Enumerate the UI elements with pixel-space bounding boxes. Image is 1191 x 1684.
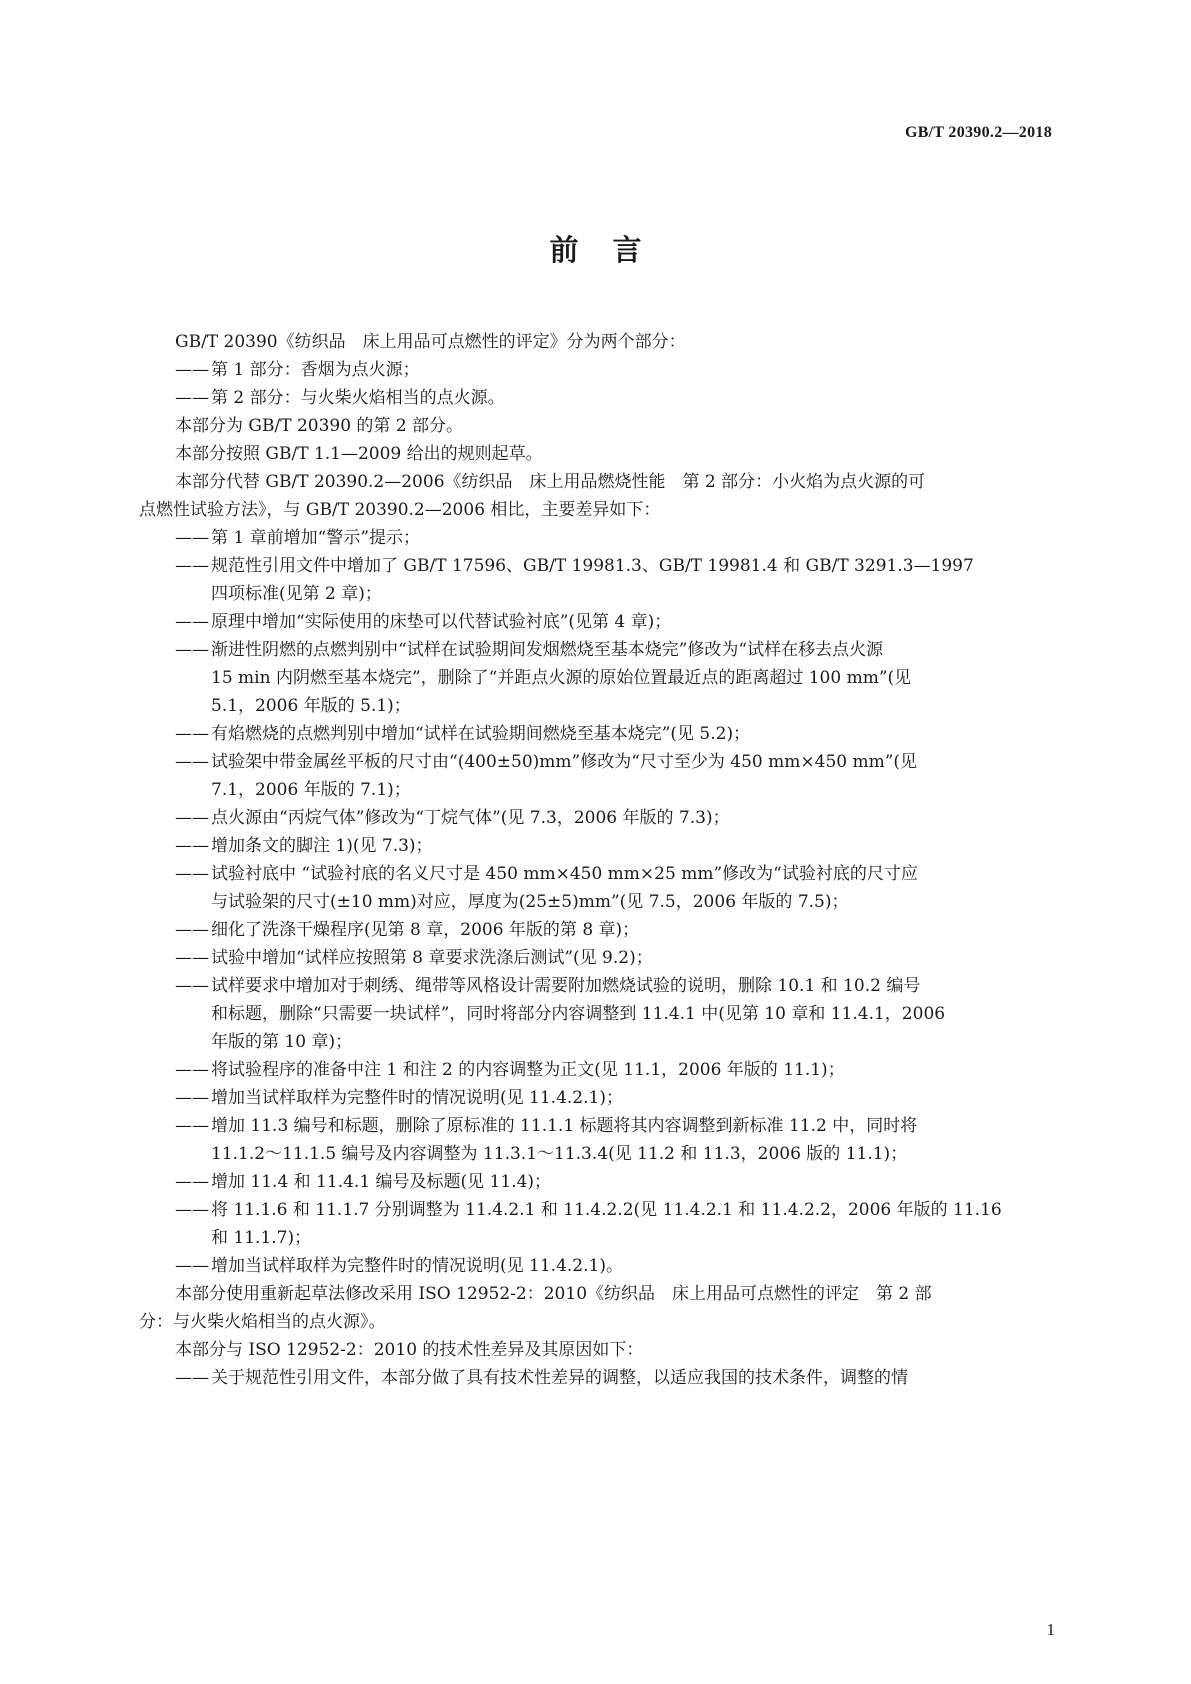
paragraph-line: 分：与火柴火焰相当的点火源》。 <box>139 1312 386 1332</box>
list-item-text: 细化了洗涤干燥程序(见第 8 章，2006 年版的第 8 章)； <box>211 920 640 940</box>
list-item-text: 试样要求中增加对于刺绣、绳带等风格设计需要附加燃烧试验的说明，删除 10.1 和 10.2 编号 <box>211 976 921 996</box>
list-item-text: 第 1 章前增加“警示”提示； <box>211 528 421 548</box>
dash-mark: —— <box>175 1256 209 1276</box>
dash-mark: —— <box>175 1200 209 1220</box>
dash-mark: —— <box>175 1060 209 1080</box>
paragraph-line: 本部分为 GB/T 20390 的第 2 部分。 <box>175 416 464 436</box>
list-item <box>139 636 1057 664</box>
list-item-continuation: 5.1，2006 年版的 5.1)； <box>211 696 411 716</box>
list-item-continuation: 和 11.1.7)； <box>211 1228 312 1248</box>
dash-mark: —— <box>175 640 209 660</box>
list-item-text: 渐进性阴燃的点燃判别中“试样在试验期间发烟燃烧至基本烧完”修改为“试样在移去点火源 <box>211 640 884 660</box>
list-item-continuation: 和标题，删除“只需要一块试样”，同时将部分内容调整到 11.4.1 中(见第 10 章和 11.4.1，2006 <box>211 1004 946 1024</box>
list-item-text: 将 11.1.6 和 11.1.7 分别调整为 11.4.2.1 和 11.4.2.2(见 11.4.2.1 和 11.4.2.2，2006 年版的 11.16 <box>211 1200 1002 1220</box>
list-item-text: 增加当试样取样为完整件时的情况说明(见 11.4.2.1)； <box>211 1088 623 1108</box>
list-item-continuation: 年版的第 10 章)； <box>211 1032 353 1052</box>
dash-mark: —— <box>175 752 209 772</box>
list-item-text: 关于规范性引用文件，本部分做了具有技术性差异的调整，以适应我国的技术条件，调整的情 <box>211 1368 908 1388</box>
list-item-text: 规范性引用文件中增加了 GB/T 17596、GB/T 19981.3、GB/T 19981.4 和 GB/T 3291.3—1997 <box>211 556 974 576</box>
list-item-continuation: 11.1.2～11.1.5 编号及内容调整为 11.3.1～11.3.4(见 11.2 和 11.3，2006 版的 11.1)； <box>211 1144 908 1164</box>
dash-mark: —— <box>175 808 209 828</box>
dash-mark: —— <box>175 724 209 744</box>
page-title: 前言 <box>549 233 676 267</box>
list-item <box>139 1112 1057 1140</box>
list-item-text: 增加 11.3 编号和标题，删除了原标准的 11.1.1 标题将其内容调整到新标准 11.2 中，同时将 <box>211 1116 918 1136</box>
list-item <box>139 524 1057 552</box>
list-item-continuation: 7.1，2006 年版的 7.1)； <box>211 780 411 800</box>
body-text <box>139 328 1057 1392</box>
dash-mark: —— <box>175 556 209 576</box>
list-item <box>139 804 1057 832</box>
list-item-continuation: 与试验架的尺寸(±10 mm)对应，厚度为(25±5)mm”(见 7.5，2006 年版的 7.5)； <box>211 892 849 912</box>
dash-mark: —— <box>175 1368 209 1388</box>
list-item <box>139 1168 1057 1196</box>
dash-mark: —— <box>175 976 209 996</box>
list-item <box>139 1056 1057 1084</box>
list-item-text: 增加当试样取样为完整件时的情况说明(见 11.4.2.1)。 <box>211 1256 623 1276</box>
list-item <box>139 1196 1057 1224</box>
list-item-text: 第 1 部分：香烟为点火源； <box>211 360 420 380</box>
list-item <box>139 916 1057 944</box>
dash-mark: —— <box>175 864 209 884</box>
list-item <box>139 552 1057 580</box>
list-item-text: 第 2 部分：与火柴火焰相当的点火源。 <box>211 388 505 408</box>
dash-mark: —— <box>175 612 209 632</box>
list-item <box>139 972 1057 1000</box>
list-item <box>139 1084 1057 1112</box>
list-item-text: 试验中增加“试样应按照第 8 章要求洗涤后测试”(见 9.2)； <box>211 948 653 968</box>
dash-mark: —— <box>175 1172 209 1192</box>
page-number: 1 <box>1046 1620 1055 1639</box>
dash-mark: —— <box>175 948 209 968</box>
list-item <box>139 944 1057 972</box>
paragraph-line: 本部分代替 GB/T 20390.2—2006《纺织品 床上用品燃烧性能 第 2 部分：小火焰为点火源的可 <box>175 472 926 492</box>
paragraph-line: 本部分使用重新起草法修改采用 ISO 12952-2：2010《纺织品 床上用品可点燃性的评定 第 2 部 <box>175 1284 932 1304</box>
dash-mark: —— <box>175 360 209 380</box>
standard-code: GB/T 20390.2—2018 <box>904 124 1052 141</box>
list-item <box>139 1252 1057 1280</box>
list-item <box>139 1364 1057 1392</box>
list-item-text: 试验衬底中 “试验衬底的名义尺寸是 450 mm×450 mm×25 mm”修改为“试验衬底的尺寸应 <box>211 864 918 884</box>
paragraph-line: 点燃性试验方法》，与 GB/T 20390.2—2006 相比，主要差异如下： <box>139 500 661 520</box>
dash-mark: —— <box>175 836 209 856</box>
list-item-text: 增加条文的脚注 1)(见 7.3)； <box>211 836 433 856</box>
list-item <box>139 748 1057 776</box>
list-item-continuation: 15 min 内阴燃至基本烧完”，删除了“并距点火源的原始位置最近点的距离超过 100 mm”(见 <box>211 668 912 688</box>
list-item-text: 有焰燃烧的点燃判别中增加“试样在试验期间燃烧至基本烧完”(见 5.2)； <box>211 724 751 744</box>
list-item <box>139 356 1057 384</box>
list-item-text: 点火源由“丙烷气体”修改为“丁烷气体”(见 7.3，2006 年版的 7.3)； <box>211 808 730 828</box>
dash-mark: —— <box>175 388 209 408</box>
dash-mark: —— <box>175 1116 209 1136</box>
list-item-continuation: 四项标准(见第 2 章)； <box>211 584 382 604</box>
list-item <box>139 384 1057 412</box>
dash-mark: —— <box>175 1088 209 1108</box>
list-item-text: 将试验程序的准备中注 1 和注 2 的内容调整为正文(见 11.1，2006 年版的 11.1)； <box>211 1060 845 1080</box>
dash-mark: —— <box>175 920 209 940</box>
list-item <box>139 860 1057 888</box>
list-item <box>139 608 1057 636</box>
list-item-text: 原理中增加“实际使用的床垫可以代替试验衬底”(见第 4 章)； <box>211 612 672 632</box>
paragraph-line: GB/T 20390《纺织品 床上用品可点燃性的评定》分为两个部分： <box>175 332 686 352</box>
list-item-text: 增加 11.4 和 11.4.1 编号及标题(见 11.4)； <box>211 1172 552 1192</box>
list-item <box>139 832 1057 860</box>
paragraph-line: 本部分按照 GB/T 1.1—2009 给出的规则起草。 <box>175 444 543 464</box>
paragraph-line: 本部分与 ISO 12952-2：2010 的技术性差异及其原因如下： <box>175 1340 644 1360</box>
list-item <box>139 720 1057 748</box>
list-item-text: 试验架中带金属丝平板的尺寸由“(400±50)mm”修改为“尺寸至少为 450 mm×450 mm”(见 <box>211 752 918 772</box>
dash-mark: —— <box>175 528 209 548</box>
